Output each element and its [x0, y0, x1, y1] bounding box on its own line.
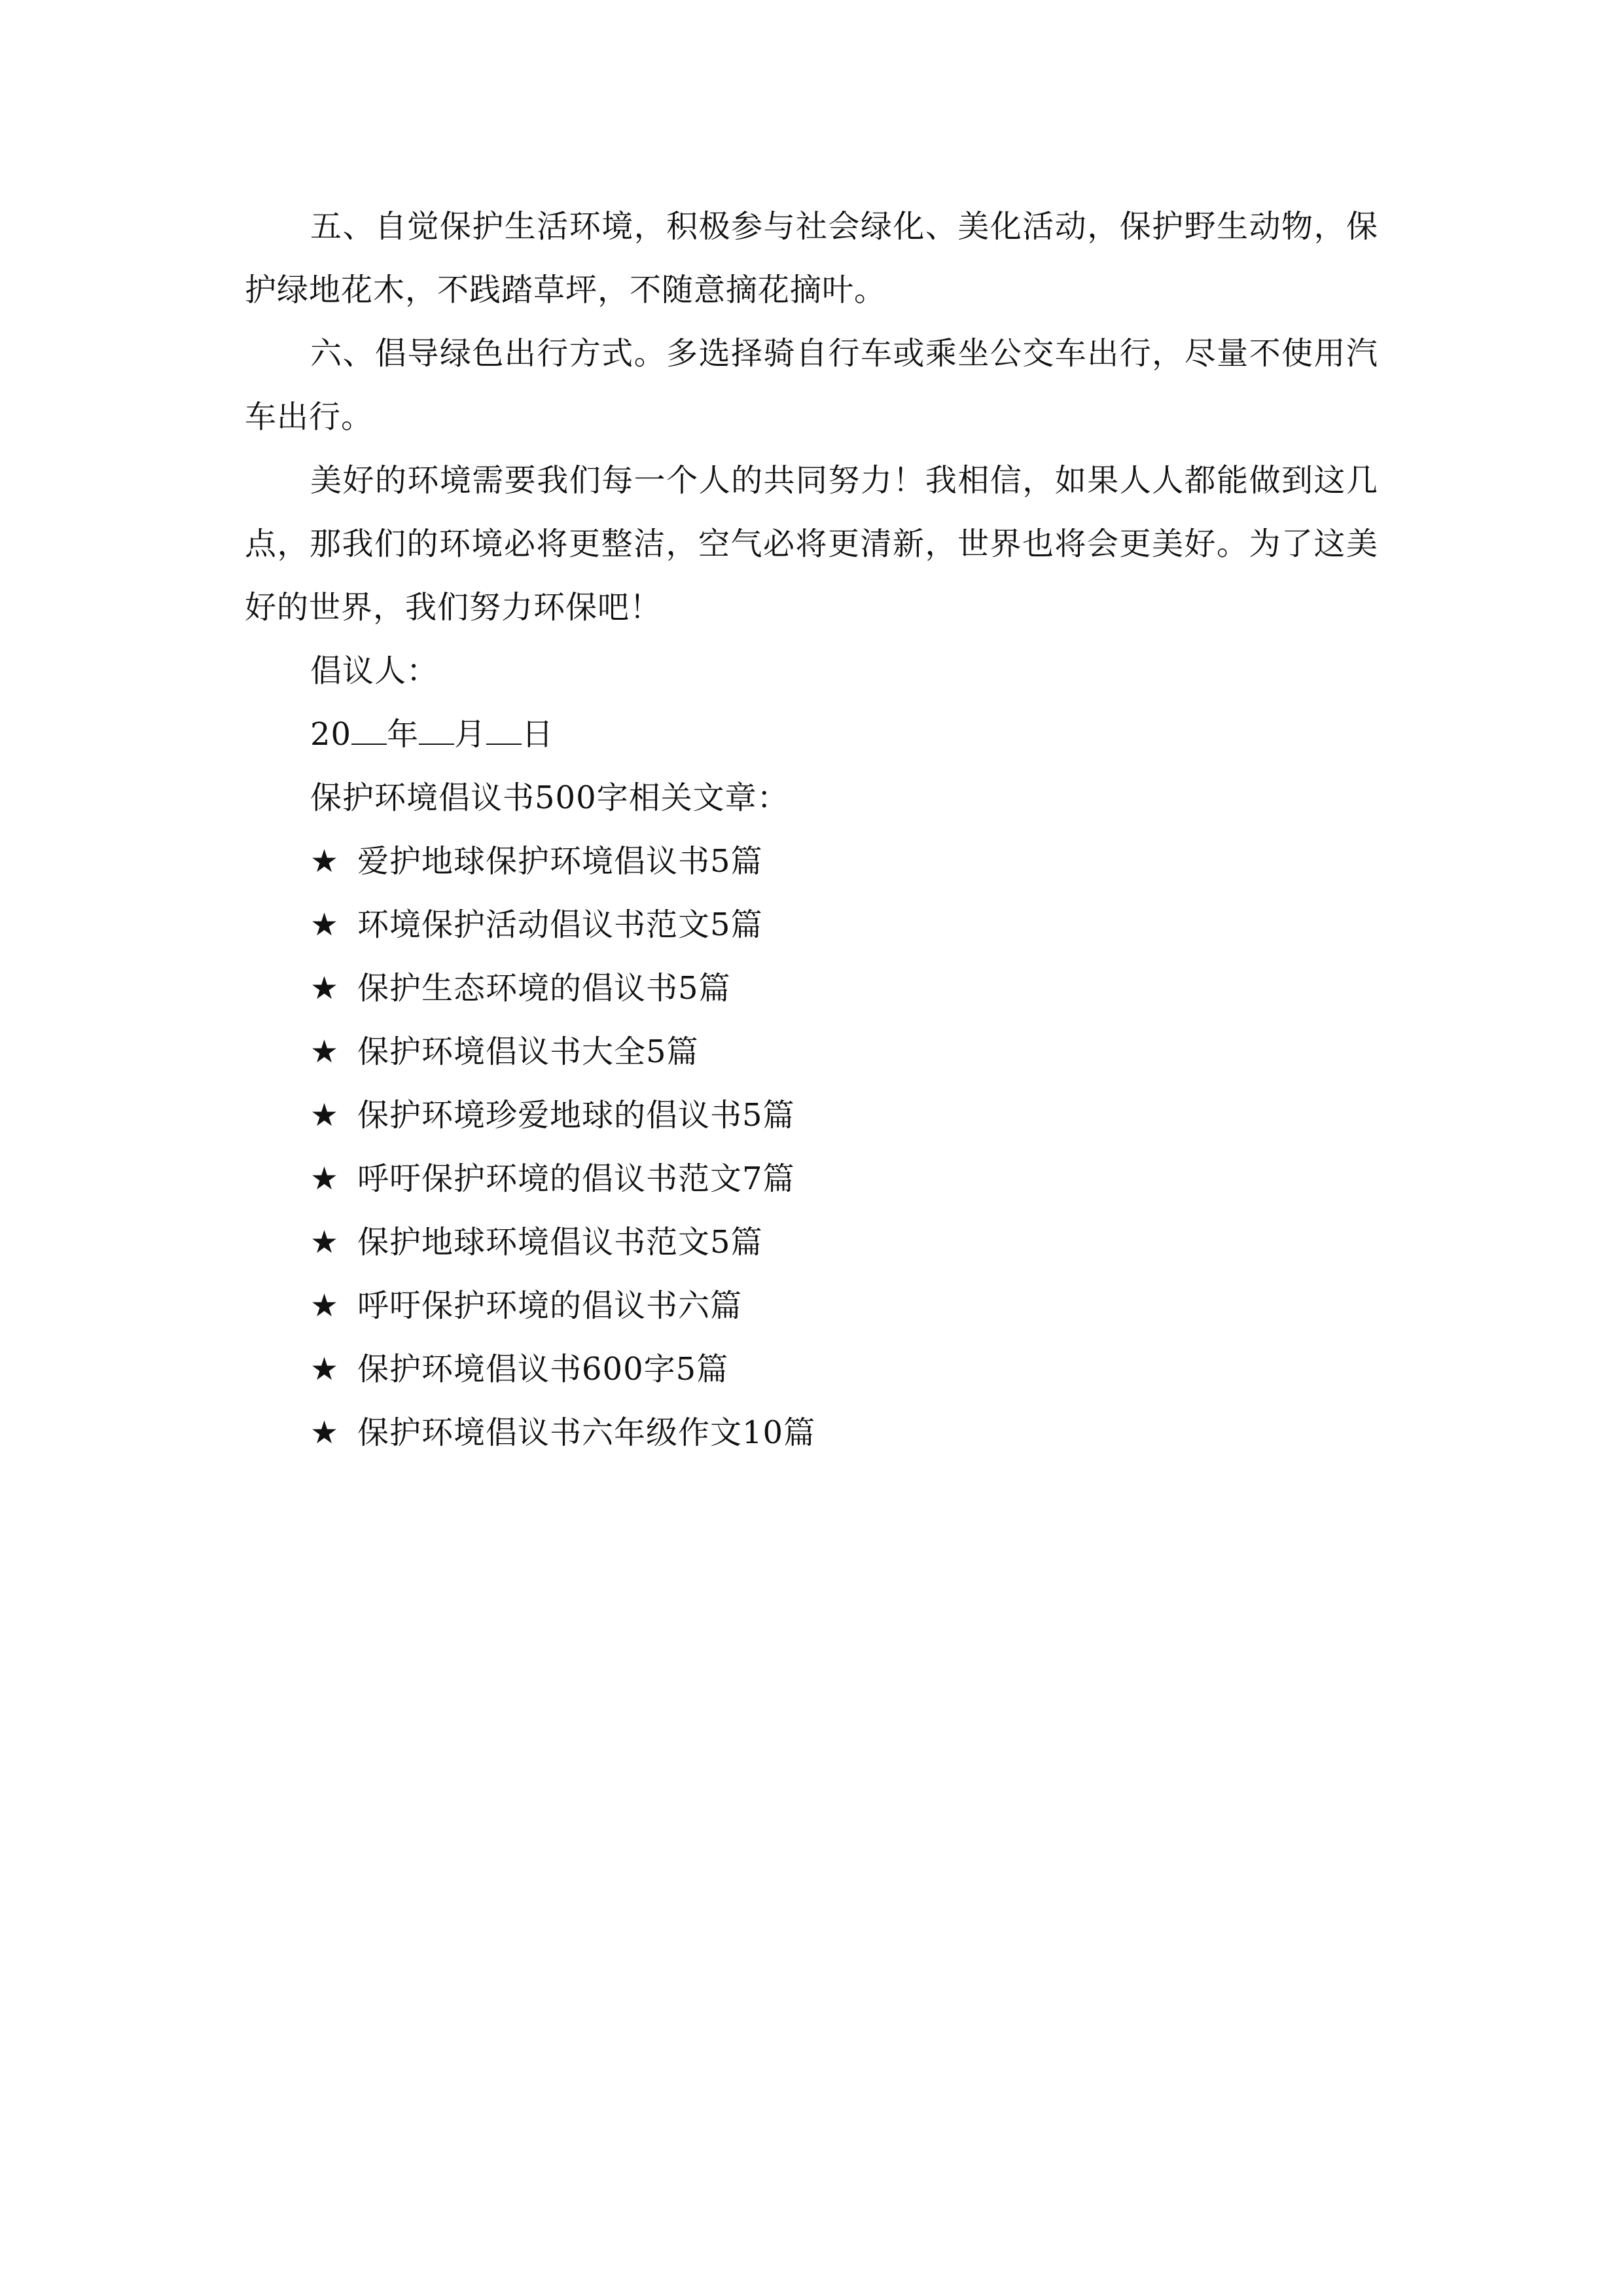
- list-item[interactable]: [245, 1211, 1378, 1274]
- list-item[interactable]: [245, 1274, 1378, 1338]
- list-item[interactable]: [245, 893, 1378, 957]
- related-articles-list: [245, 830, 1378, 1465]
- star-icon: ★: [310, 1414, 340, 1451]
- paragraph-item-five: 五、自觉保护生活环境，积极参与社会绿化、美化活动，保护野生动物，保护绿地花木，不践踏草坪，不随意摘花摘叶。: [245, 208, 1378, 308]
- year-label: 年: [387, 716, 419, 753]
- star-icon: ★: [310, 1287, 340, 1324]
- month-label: 月: [454, 716, 487, 753]
- related-article-link[interactable]: 保护生态环境的倡议书5篇: [357, 970, 731, 1007]
- day-label: 日: [522, 716, 554, 753]
- month-blank: [419, 717, 454, 745]
- paragraph-closing: 美好的环境需要我们每一个人的共同努力！我相信，如果人人都能做到这几点，那我们的环境必将更整洁，空气必将更清新，世界也将会更美好。为了这美好的世界，我们努力环保吧！: [245, 462, 1378, 626]
- related-article-link[interactable]: 爱护地球保护环境倡议书5篇: [357, 843, 763, 880]
- document-body: [245, 195, 1378, 1465]
- list-item[interactable]: [245, 1084, 1378, 1147]
- date-line: [245, 703, 1378, 766]
- star-icon: ★: [310, 1351, 340, 1388]
- related-article-link[interactable]: 呼吁保护环境的倡议书范文7篇: [357, 1160, 795, 1197]
- related-article-link[interactable]: 保护环境珍爱地球的倡议书5篇: [357, 1097, 795, 1134]
- related-article-link[interactable]: 保护环境倡议书六年级作文10篇: [357, 1414, 816, 1451]
- day-blank: [486, 717, 522, 745]
- star-icon: ★: [310, 1097, 340, 1134]
- list-item[interactable]: [245, 957, 1378, 1020]
- paragraph-item-six: 六、倡导绿色出行方式。多选择骑自行车或乘坐公交车出行，尽量不使用汽车出行。: [245, 335, 1378, 435]
- related-article-link[interactable]: 保护环境倡议书600字5篇: [357, 1351, 729, 1388]
- list-item[interactable]: [245, 1401, 1378, 1465]
- year-blank: [351, 717, 387, 745]
- star-icon: ★: [310, 1160, 340, 1197]
- proposer-label: 倡议人：: [310, 653, 439, 689]
- star-icon: ★: [310, 1033, 340, 1070]
- related-articles-heading: 保护环境倡议书500字相关文章：: [310, 780, 789, 816]
- list-item[interactable]: [245, 1338, 1378, 1401]
- related-article-link[interactable]: 保护环境倡议书大全5篇: [357, 1033, 699, 1070]
- related-article-link[interactable]: 环境保护活动倡议书范文5篇: [357, 906, 763, 943]
- date-prefix: 20: [310, 716, 352, 753]
- star-icon: ★: [310, 970, 340, 1007]
- related-article-link[interactable]: 保护地球环境倡议书范文5篇: [357, 1224, 763, 1261]
- list-item[interactable]: [245, 1147, 1378, 1211]
- star-icon: ★: [310, 843, 340, 880]
- list-item[interactable]: [245, 830, 1378, 893]
- star-icon: ★: [310, 906, 340, 943]
- related-article-link[interactable]: 呼吁保护环境的倡议书六篇: [357, 1287, 743, 1324]
- star-icon: ★: [310, 1224, 340, 1261]
- list-item[interactable]: [245, 1020, 1378, 1084]
